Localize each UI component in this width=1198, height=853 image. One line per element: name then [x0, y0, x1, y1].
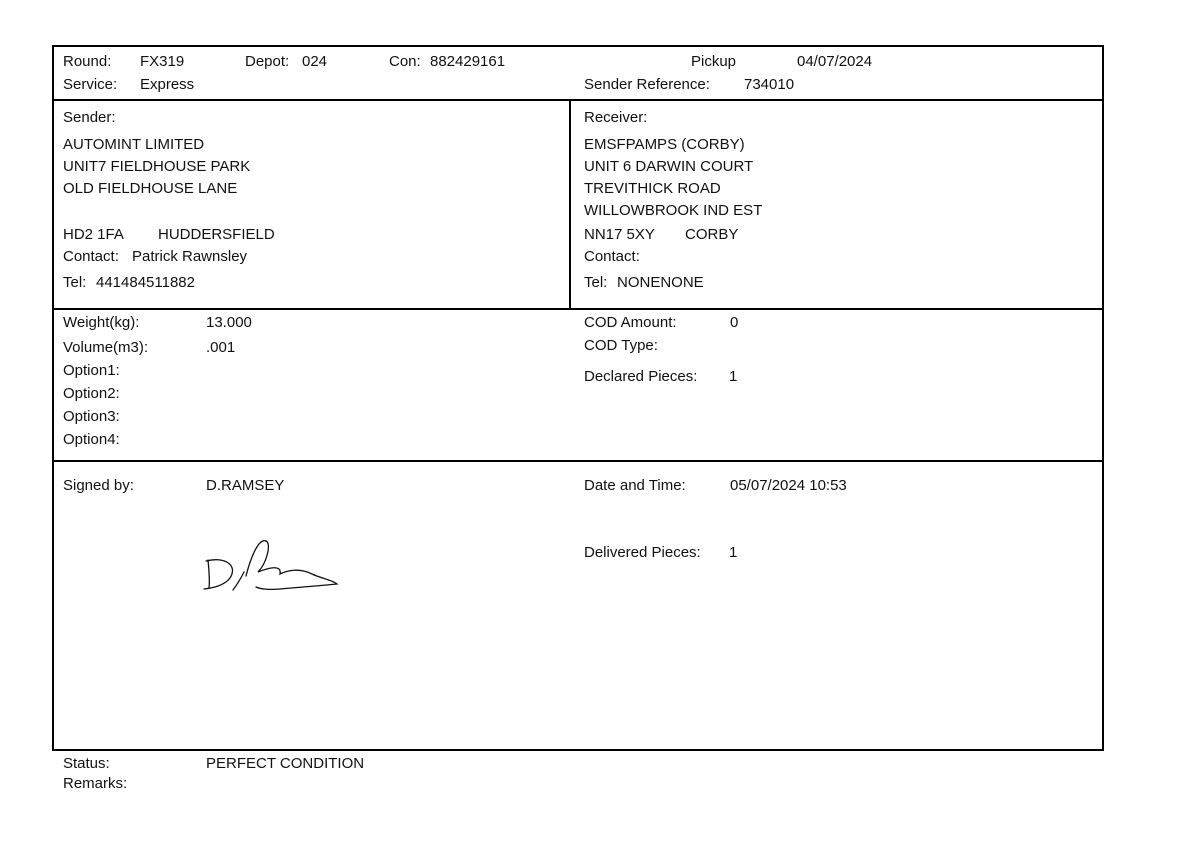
receiver-address-line: EMSFPAMPS (CORBY)	[584, 136, 745, 153]
option2-label: Option2:	[63, 385, 120, 402]
sender-reference-value: 734010	[744, 76, 795, 93]
weight-label: Weight(kg):	[63, 314, 140, 331]
delivered-pieces-label: Delivered Pieces:	[584, 544, 701, 561]
cod-type-label: COD Type:	[584, 337, 658, 354]
service-label: Service:	[63, 76, 118, 93]
receiver-town: CORBY	[685, 226, 739, 243]
remarks-label: Remarks:	[63, 775, 128, 792]
sender-postcode: HD2 1FA	[63, 226, 124, 243]
con-label: Con:	[389, 53, 421, 70]
pickup-date: 04/07/2024	[797, 53, 873, 70]
delivery-record-frame	[52, 45, 1104, 751]
declared-pieces-value: 1	[729, 368, 738, 385]
date-time-value: 05/07/2024 10:53	[730, 477, 847, 494]
receiver-address-line: TREVITHICK ROAD	[584, 180, 721, 197]
sender-tel-label: Tel:	[63, 274, 87, 291]
sender-address-line: UNIT7 FIELDHOUSE PARK	[63, 158, 251, 175]
depot-label: Depot:	[245, 53, 290, 70]
receiver-address-line: WILLOWBROOK IND EST	[584, 202, 763, 219]
sender-tel-value: 441484511882	[96, 274, 195, 291]
receiver-contact-label: Contact:	[584, 248, 640, 265]
date-time-label: Date and Time:	[584, 477, 686, 494]
divider-details	[52, 460, 1104, 462]
sender-reference-label: Sender Reference:	[584, 76, 710, 93]
cod-amount-value: 0	[730, 314, 739, 331]
status-label: Status:	[63, 755, 110, 772]
depot-value: 024	[302, 53, 328, 70]
delivered-pieces-value: 1	[729, 544, 738, 561]
pickup-label: Pickup	[691, 53, 737, 70]
round-value: FX319	[140, 53, 185, 70]
signature-image	[200, 534, 350, 594]
declared-pieces-label: Declared Pieces:	[584, 368, 698, 385]
service-value: Express	[140, 76, 195, 93]
option1-label: Option1:	[63, 362, 120, 379]
volume-value: .001	[206, 339, 236, 356]
con-value: 882429161	[430, 53, 506, 70]
option4-label: Option4:	[63, 431, 120, 448]
divider-sender-receiver	[569, 99, 571, 310]
receiver-tel-value: NONENONE	[617, 274, 704, 291]
divider-header	[52, 99, 1104, 101]
signed-by-label: Signed by:	[63, 477, 134, 494]
receiver-heading: Receiver:	[584, 109, 648, 126]
volume-label: Volume(m3):	[63, 339, 149, 356]
receiver-postcode: NN17 5XY	[584, 226, 655, 243]
status-value: PERFECT CONDITION	[206, 755, 365, 772]
sender-address-line: AUTOMINT LIMITED	[63, 136, 205, 153]
option3-label: Option3:	[63, 408, 120, 425]
receiver-tel-label: Tel:	[584, 274, 608, 291]
sender-contact-value: Patrick Rawnsley	[132, 248, 248, 265]
receiver-address-line: UNIT 6 DARWIN COURT	[584, 158, 754, 175]
sender-town: HUDDERSFIELD	[158, 226, 275, 243]
sender-heading: Sender:	[63, 109, 116, 126]
signed-by-value: D.RAMSEY	[206, 477, 285, 494]
cod-amount-label: COD Amount:	[584, 314, 677, 331]
weight-value: 13.000	[206, 314, 252, 331]
sender-address-line: OLD FIELDHOUSE LANE	[63, 180, 238, 197]
round-label: Round:	[63, 53, 112, 70]
divider-addresses	[52, 308, 1104, 310]
sender-contact-label: Contact:	[63, 248, 119, 265]
